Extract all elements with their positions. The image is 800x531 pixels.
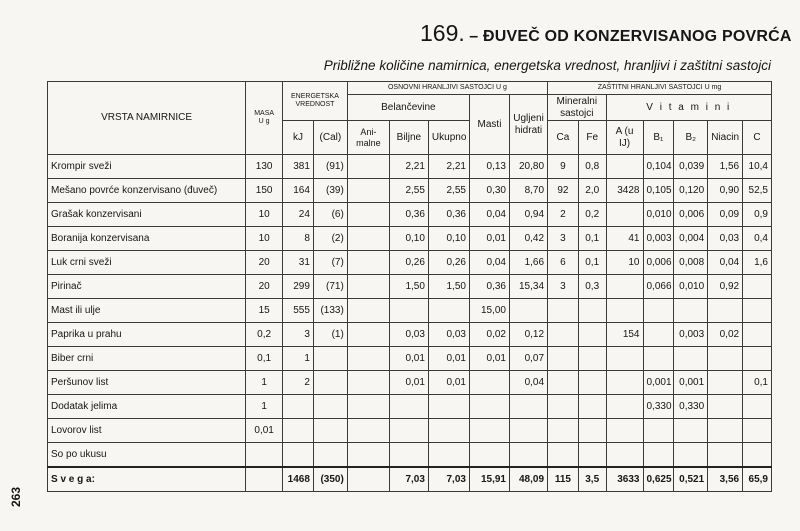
cell-cal (313, 395, 347, 419)
cell-ugh: 1,66 (510, 251, 548, 275)
cell-masti (469, 395, 509, 419)
cell-ugh: 20,80 (510, 155, 548, 179)
cell-ca (548, 299, 579, 323)
cell-bilj (389, 395, 428, 419)
cell-ani (347, 251, 389, 275)
cell-name: Pirinač (48, 275, 246, 299)
cell-masti: 0,02 (469, 323, 509, 347)
cell-masti (469, 419, 509, 443)
cell-b1: 0,001 (643, 371, 674, 395)
cell-name: Dodatak jelima (48, 395, 246, 419)
table-row (48, 395, 772, 419)
table-subtitle: Približne količine namirnica, energetska vrednost, hranljivi i zaštitni sastojci (323, 58, 771, 73)
cell-a (606, 395, 643, 419)
cell-uk (428, 299, 469, 323)
cell-c (743, 275, 772, 299)
header-ca: Ca (548, 121, 579, 155)
cell-b2: 0,039 (674, 155, 708, 179)
cell-masa: 0,01 (246, 419, 283, 443)
cell-b2: 0,006 (674, 203, 708, 227)
cell-b2: 0,003 (674, 323, 708, 347)
header-energetska: ENERGETSKA VREDNOST (283, 82, 348, 121)
cell-ani (347, 443, 389, 468)
cell-uk: 0,26 (428, 251, 469, 275)
cell-b1: 0,010 (643, 203, 674, 227)
cell-b1 (643, 443, 674, 468)
cell-masa: 20 (246, 251, 283, 275)
cell-ugh: 48,09 (510, 467, 548, 492)
cell-ugh: 0,12 (510, 323, 548, 347)
cell-name: So po ukusu (48, 443, 246, 468)
cell-ani (347, 155, 389, 179)
cell-masti (469, 443, 509, 468)
table-row (48, 371, 772, 395)
cell-ni: 0,90 (708, 179, 743, 203)
cell-bilj: 2,55 (389, 179, 428, 203)
cell-a (606, 275, 643, 299)
cell-b2: 0,001 (674, 371, 708, 395)
cell-bilj (389, 299, 428, 323)
cell-fe: 0,1 (578, 227, 606, 251)
cell-uk: 0,01 (428, 371, 469, 395)
cell-cal (313, 443, 347, 468)
cell-ni (708, 443, 743, 468)
cell-b1: 0,003 (643, 227, 674, 251)
cell-ni (708, 299, 743, 323)
cell-ni: 0,92 (708, 275, 743, 299)
header-ukupno: Ukupno (428, 121, 469, 155)
cell-ugh: 0,42 (510, 227, 548, 251)
cell-cal: (350) (313, 467, 347, 492)
cell-ani (347, 275, 389, 299)
cell-a: 154 (606, 323, 643, 347)
cell-uk: 2,21 (428, 155, 469, 179)
cell-name: Peršunov list (48, 371, 246, 395)
cell-bilj: 0,01 (389, 371, 428, 395)
cell-fe (578, 443, 606, 468)
header-belancevine: Belančevine (347, 95, 469, 121)
cell-ugh: 8,70 (510, 179, 548, 203)
cell-a (606, 299, 643, 323)
cell-masti: 0,36 (469, 275, 509, 299)
cell-masa (246, 443, 283, 468)
cell-masti (469, 371, 509, 395)
cell-bilj: 7,03 (389, 467, 428, 492)
cell-ani (347, 323, 389, 347)
cell-ca (548, 347, 579, 371)
cell-ca: 92 (548, 179, 579, 203)
cell-fe (578, 371, 606, 395)
cell-ani (347, 179, 389, 203)
cell-kj: 299 (283, 275, 314, 299)
header-biljne: Biljne (389, 121, 428, 155)
cell-ni: 1,56 (708, 155, 743, 179)
header-animalne: Ani-malne (347, 121, 389, 155)
header-masa: MASA U g (246, 82, 283, 155)
cell-bilj (389, 443, 428, 468)
nutrition-table (47, 81, 772, 492)
cell-ani (347, 227, 389, 251)
cell-ni (708, 347, 743, 371)
cell-ni (708, 419, 743, 443)
cell-ugh (510, 419, 548, 443)
cell-ani (347, 419, 389, 443)
cell-cal: (7) (313, 251, 347, 275)
cell-fe: 0,3 (578, 275, 606, 299)
header-b1: B₁ (643, 121, 674, 155)
cell-ca: 3 (548, 227, 579, 251)
header-c: C (743, 121, 772, 155)
cell-c (743, 347, 772, 371)
cell-masa (246, 467, 283, 492)
cell-a: 3428 (606, 179, 643, 203)
table-row (48, 275, 772, 299)
cell-ca (548, 371, 579, 395)
cell-b1: 0,066 (643, 275, 674, 299)
cell-ani (347, 467, 389, 492)
table-row (48, 419, 772, 443)
cell-c (743, 395, 772, 419)
cell-masa: 15 (246, 299, 283, 323)
cell-c: 0,4 (743, 227, 772, 251)
cell-masti: 0,13 (469, 155, 509, 179)
cell-kj: 24 (283, 203, 314, 227)
cell-fe (578, 299, 606, 323)
header-mineralni: Mineralni sastojci (548, 95, 607, 121)
cell-masa: 10 (246, 203, 283, 227)
table-row (48, 299, 772, 323)
cell-c: 0,1 (743, 371, 772, 395)
cell-cal (313, 419, 347, 443)
cell-ani (347, 347, 389, 371)
cell-uk: 7,03 (428, 467, 469, 492)
cell-a (606, 203, 643, 227)
cell-ani (347, 395, 389, 419)
cell-b1: 0,330 (643, 395, 674, 419)
cell-bilj: 0,01 (389, 347, 428, 371)
cell-ugh: 0,07 (510, 347, 548, 371)
cell-kj (283, 419, 314, 443)
cell-masa: 130 (246, 155, 283, 179)
header-b2: B₂ (674, 121, 708, 155)
cell-ca (548, 323, 579, 347)
cell-kj: 8 (283, 227, 314, 251)
cell-ugh (510, 395, 548, 419)
table-row (48, 155, 772, 179)
header-vitamini: V i t a m i n i (606, 95, 771, 121)
cell-fe (578, 395, 606, 419)
cell-ca (548, 419, 579, 443)
cell-fe (578, 323, 606, 347)
cell-cal: (1) (313, 323, 347, 347)
cell-a (606, 419, 643, 443)
cell-bilj: 0,03 (389, 323, 428, 347)
cell-b2 (674, 347, 708, 371)
cell-c: 65,9 (743, 467, 772, 492)
cell-b2: 0,521 (674, 467, 708, 492)
recipe-name: – ĐUVEČ OD KONZERVISANOG POVRĆA (469, 28, 792, 45)
cell-ugh: 15,34 (510, 275, 548, 299)
cell-name: Mast ili ulje (48, 299, 246, 323)
table-row (48, 347, 772, 371)
cell-bilj (389, 419, 428, 443)
cell-c: 0,9 (743, 203, 772, 227)
cell-name: Luk crni sveži (48, 251, 246, 275)
header-kj: kJ (283, 121, 314, 155)
cell-b2: 0,008 (674, 251, 708, 275)
cell-b2: 0,004 (674, 227, 708, 251)
cell-kj: 555 (283, 299, 314, 323)
total-row (48, 467, 772, 492)
cell-uk (428, 443, 469, 468)
cell-b1 (643, 299, 674, 323)
cell-fe: 0,2 (578, 203, 606, 227)
cell-masti: 0,30 (469, 179, 509, 203)
header-masti: Masti (469, 95, 509, 155)
cell-b2 (674, 443, 708, 468)
cell-c: 10,4 (743, 155, 772, 179)
cell-b1: 0,105 (643, 179, 674, 203)
cell-uk (428, 419, 469, 443)
cell-fe: 0,8 (578, 155, 606, 179)
cell-ca: 2 (548, 203, 579, 227)
header-niacin: Niacin (708, 121, 743, 155)
table-row (48, 227, 772, 251)
cell-kj: 164 (283, 179, 314, 203)
cell-ugh: 0,04 (510, 371, 548, 395)
cell-c (743, 323, 772, 347)
table-row (48, 323, 772, 347)
cell-ca: 9 (548, 155, 579, 179)
cell-cal: (6) (313, 203, 347, 227)
table-row (48, 251, 772, 275)
cell-b1 (643, 323, 674, 347)
cell-masti: 15,00 (469, 299, 509, 323)
cell-c (743, 443, 772, 468)
cell-ca (548, 395, 579, 419)
cell-uk: 0,10 (428, 227, 469, 251)
header-fe: Fe (578, 121, 606, 155)
cell-masa: 150 (246, 179, 283, 203)
header-a: A (u IJ) (606, 121, 643, 155)
cell-bilj: 0,36 (389, 203, 428, 227)
cell-cal: (71) (313, 275, 347, 299)
cell-b1: 0,625 (643, 467, 674, 492)
cell-name: Boranija konzervisana (48, 227, 246, 251)
cell-uk: 0,03 (428, 323, 469, 347)
table-row (48, 179, 772, 203)
cell-ni (708, 371, 743, 395)
cell-c: 1,6 (743, 251, 772, 275)
cell-fe (578, 347, 606, 371)
cell-a (606, 371, 643, 395)
cell-ani (347, 371, 389, 395)
table-row (48, 443, 772, 468)
cell-kj: 2 (283, 371, 314, 395)
cell-b2: 0,330 (674, 395, 708, 419)
cell-uk: 0,36 (428, 203, 469, 227)
cell-b1: 0,006 (643, 251, 674, 275)
cell-cal: (133) (313, 299, 347, 323)
cell-ca (548, 443, 579, 468)
cell-kj: 31 (283, 251, 314, 275)
cell-a: 41 (606, 227, 643, 251)
page-number: 263 (9, 486, 24, 508)
header-zastitni: ZAŠTITNI HRANLJIVI SASTOJCI U mg (548, 82, 772, 95)
cell-name: S v e g a: (48, 467, 246, 492)
cell-uk: 0,01 (428, 347, 469, 371)
cell-kj (283, 443, 314, 468)
cell-a (606, 443, 643, 468)
cell-kj: 1 (283, 347, 314, 371)
cell-ugh (510, 443, 548, 468)
header-namirnica: VRSTA NAMIRNICE (48, 82, 246, 155)
cell-kj (283, 395, 314, 419)
cell-b1: 0,104 (643, 155, 674, 179)
cell-name: Grašak konzervisani (48, 203, 246, 227)
cell-uk: 1,50 (428, 275, 469, 299)
cell-ni (708, 395, 743, 419)
cell-c: 52,5 (743, 179, 772, 203)
recipe-number: 169. (420, 20, 465, 46)
cell-fe: 3,5 (578, 467, 606, 492)
cell-name: Krompir sveži (48, 155, 246, 179)
cell-cal (313, 371, 347, 395)
cell-masa: 20 (246, 275, 283, 299)
cell-masa: 10 (246, 227, 283, 251)
header-cal: (Cal) (313, 121, 347, 155)
cell-ca: 3 (548, 275, 579, 299)
cell-ca: 115 (548, 467, 579, 492)
cell-ca: 6 (548, 251, 579, 275)
cell-uk: 2,55 (428, 179, 469, 203)
cell-a (606, 347, 643, 371)
cell-masti: 15,91 (469, 467, 509, 492)
cell-ani (347, 203, 389, 227)
table-row (48, 203, 772, 227)
cell-ugh: 0,94 (510, 203, 548, 227)
cell-c (743, 419, 772, 443)
cell-c (743, 299, 772, 323)
cell-masti: 0,01 (469, 347, 509, 371)
cell-masa: 0,2 (246, 323, 283, 347)
cell-cal: (2) (313, 227, 347, 251)
cell-b2: 0,010 (674, 275, 708, 299)
cell-a: 3633 (606, 467, 643, 492)
cell-name: Mešano povrće konzervisano (đuveč) (48, 179, 246, 203)
cell-b1 (643, 419, 674, 443)
cell-name: Lovorov list (48, 419, 246, 443)
cell-a (606, 155, 643, 179)
cell-b2 (674, 299, 708, 323)
cell-fe (578, 419, 606, 443)
cell-masa: 1 (246, 395, 283, 419)
cell-name: Biber crni (48, 347, 246, 371)
cell-masti: 0,01 (469, 227, 509, 251)
cell-ni: 0,02 (708, 323, 743, 347)
cell-bilj: 1,50 (389, 275, 428, 299)
cell-masa: 1 (246, 371, 283, 395)
cell-cal: (91) (313, 155, 347, 179)
header-osnovni: OSNOVNI HRANLJIVI SASTOJCI U g (347, 82, 547, 95)
cell-kj: 1468 (283, 467, 314, 492)
cell-ani (347, 299, 389, 323)
cell-b2 (674, 419, 708, 443)
cell-bilj: 2,21 (389, 155, 428, 179)
cell-bilj: 0,26 (389, 251, 428, 275)
cell-masti: 0,04 (469, 203, 509, 227)
cell-kj: 3 (283, 323, 314, 347)
cell-ugh (510, 299, 548, 323)
cell-name: Paprika u prahu (48, 323, 246, 347)
cell-b2: 0,120 (674, 179, 708, 203)
cell-ni: 0,03 (708, 227, 743, 251)
cell-ni: 3,56 (708, 467, 743, 492)
cell-fe: 0,1 (578, 251, 606, 275)
cell-kj: 381 (283, 155, 314, 179)
cell-fe: 2,0 (578, 179, 606, 203)
cell-cal (313, 347, 347, 371)
cell-masti: 0,04 (469, 251, 509, 275)
cell-uk (428, 395, 469, 419)
cell-bilj: 0,10 (389, 227, 428, 251)
cell-ni: 0,09 (708, 203, 743, 227)
recipe-title (420, 20, 792, 47)
cell-cal: (39) (313, 179, 347, 203)
cell-b1 (643, 347, 674, 371)
cell-masa: 0,1 (246, 347, 283, 371)
cell-ni: 0,04 (708, 251, 743, 275)
cell-a: 10 (606, 251, 643, 275)
header-ugljeni: Ugljeni hidrati (510, 95, 548, 155)
